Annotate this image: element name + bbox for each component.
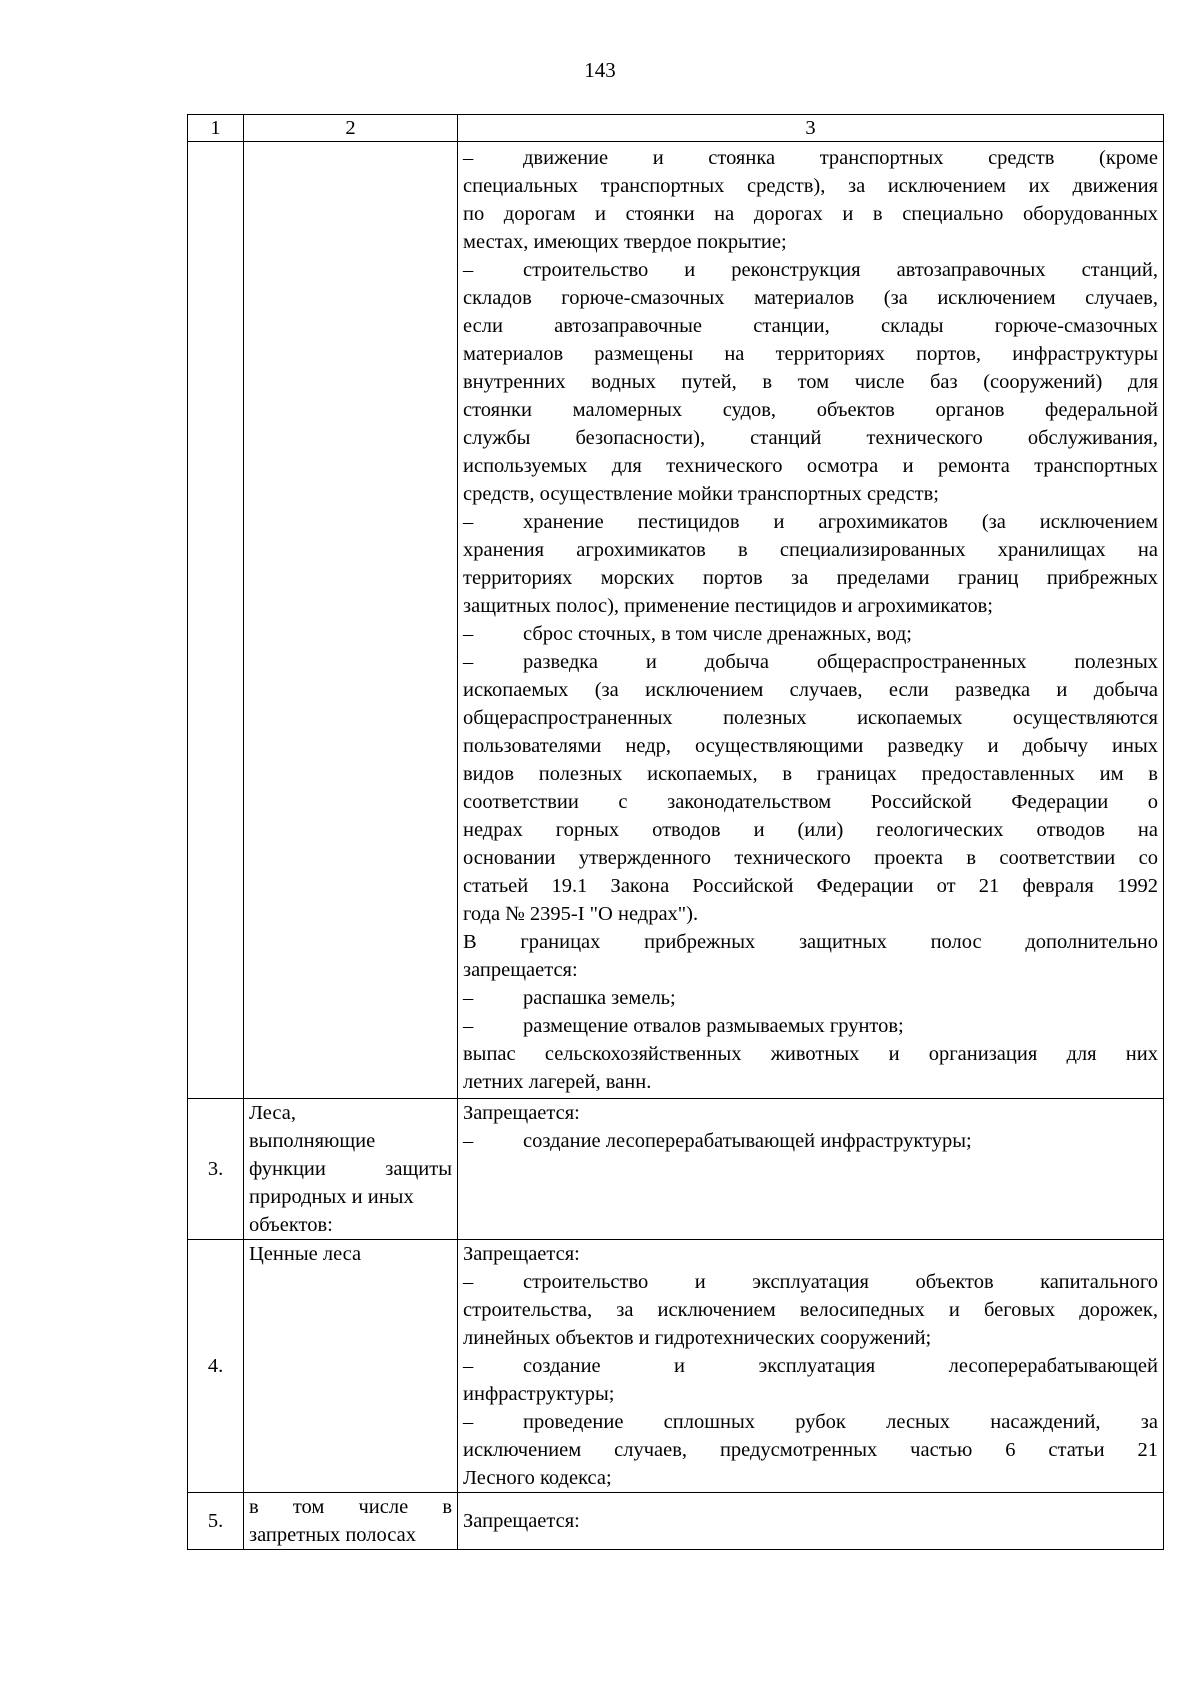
list-item-line: строительства, за исключением велосипедных и беговых дорожек,: [463, 1299, 1158, 1321]
list-item-line: исключением случаев, предусмотренных частью 6 статьи 21: [463, 1439, 1158, 1461]
list-item-line: недрах горных отводов и (или) геологических отводов на: [463, 819, 1158, 841]
list-item-line: пользователями недр, осуществляющими разведку и добычу иных: [463, 735, 1158, 757]
grazing-line: летних лагерей, ванн.: [463, 1071, 652, 1093]
list-item-line: линейных объектов и гидротехнических сооружений;: [463, 1327, 932, 1349]
list-item-line: – размещение отвалов размываемых грунтов;: [463, 1012, 1158, 1040]
dash-marker: –: [463, 623, 474, 645]
table-row-continuation: [188, 142, 1164, 1099]
header-col-1: 1: [188, 115, 244, 142]
row-name: в том числе в запретных полосах: [244, 1493, 458, 1550]
header-col-2: 2: [244, 115, 458, 142]
list-item-line: специальных транспортных средств), за исключением их движения: [463, 175, 1158, 197]
list-item-line: внутренних водных путей, в том числе баз (сооружений) для: [463, 371, 1158, 393]
cell-restrictions: [458, 1493, 1164, 1550]
table-row-5: [188, 1493, 1164, 1550]
row-number: 3.: [188, 1099, 244, 1240]
list-item-line: защитных полос), применение пестицидов и агрохимикатов;: [463, 595, 993, 617]
list-item-line: если автозаправочные станции, склады горюче-смазочных: [463, 315, 1158, 337]
list-item-line: статьей 19.1 Закона Российской Федерации от 21 февраля 1992: [463, 875, 1158, 897]
list-item-line: соответствии с законодательством Российской Федерации о: [463, 791, 1158, 813]
dash-marker: –: [463, 1411, 474, 1433]
cell-name: [244, 142, 458, 1099]
restrictions-table: [187, 114, 1164, 1550]
list-item-line: по дорогам и стоянки на дорогах и в специально оборудованных: [463, 203, 1158, 225]
list-item-line: стоянки маломерных судов, объектов органов федеральной: [463, 399, 1158, 421]
list-item-line: территориях морских портов за пределами границ прибрежных: [463, 567, 1158, 589]
list-item-line: – хранение пестицидов и агрохимикатов (за исключением: [463, 508, 1158, 536]
header-col-3: 3: [458, 115, 1164, 142]
list-item-line: – разведка и добыча общераспространенных полезных: [463, 648, 1158, 676]
dash-marker: –: [463, 651, 474, 673]
row-name: Леса, выполняющие функции защиты природных и иных объектов:: [244, 1099, 458, 1240]
list-item-line: материалов размещены на территориях портов, инфраструктуры: [463, 343, 1158, 365]
row-number: 5.: [188, 1493, 244, 1550]
list-item-line: средств, осуществление мойки транспортных средств;: [463, 483, 939, 505]
table-row-4: [188, 1240, 1164, 1493]
dash-marker: –: [463, 511, 474, 533]
page-number: 143: [584, 58, 616, 82]
list-item-line: – сброс сточных, в том числе дренажных, вод;: [463, 620, 1158, 648]
cell-restrictions: [458, 1099, 1164, 1240]
list-item-line: видов полезных ископаемых, в границах предоставленных им в: [463, 763, 1158, 785]
cell-number: [188, 142, 244, 1099]
list-item-line: – распашка земель;: [463, 984, 1158, 1012]
list-item-line: Лесного кодекса;: [463, 1467, 612, 1489]
list-item-line: – движение и стоянка транспортных средств (кроме: [463, 144, 1158, 172]
prohibited-label: Запрещается:: [463, 1510, 580, 1532]
row-name: Ценные леса: [244, 1240, 458, 1493]
dash-marker: –: [463, 1355, 474, 1377]
row-number: 4.: [188, 1240, 244, 1493]
cell-restrictions: [458, 142, 1164, 1099]
dash-marker: –: [463, 1015, 474, 1037]
list-item-line: складов горюче-смазочных материалов (за исключением случаев,: [463, 287, 1158, 309]
prohibited-label: Запрещается:: [463, 1243, 580, 1265]
list-item-line: года № 2395-I "О недрах").: [463, 903, 699, 925]
list-item-line: инфраструктуры;: [463, 1383, 615, 1405]
list-item-line: – создание лесоперерабатывающей инфраструктуры;: [463, 1127, 1158, 1155]
dash-marker: –: [463, 1271, 474, 1293]
list-item-line: – строительство и эксплуатация объектов капитального: [463, 1268, 1158, 1296]
list-item-line: основании утвержденного технического проекта в соответствии со: [463, 847, 1158, 869]
dash-marker: –: [463, 1130, 474, 1152]
list-item-line: используемых для технического осмотра и ремонта транспортных: [463, 455, 1158, 477]
list-item-line: службы безопасности), станций технического обслуживания,: [463, 427, 1158, 449]
dash-marker: –: [463, 987, 474, 1009]
list-item-line: местах, имеющих твердое покрытие;: [463, 231, 787, 253]
coastal-intro-line: запрещается:: [463, 959, 578, 981]
prohibited-label: Запрещается:: [463, 1102, 580, 1124]
list-item-line: хранения агрохимикатов в специализированных хранилищах на: [463, 539, 1158, 561]
list-item-line: – создание и эксплуатация лесоперерабатывающей: [463, 1352, 1158, 1380]
list-item-line: – строительство и реконструкция автозаправочных станций,: [463, 256, 1158, 284]
dash-marker: –: [463, 147, 474, 169]
cell-restrictions: [458, 1240, 1164, 1493]
table-row-3: [188, 1099, 1164, 1240]
list-item-line: ископаемых (за исключением случаев, если разведка и добыча: [463, 679, 1158, 701]
table-header-row: [188, 115, 1164, 142]
dash-marker: –: [463, 259, 474, 281]
list-item-line: общераспространенных полезных ископаемых осуществляются: [463, 707, 1158, 729]
list-item-line: – проведение сплошных рубок лесных насаждений, за: [463, 1408, 1158, 1436]
coastal-intro-line: В границах прибрежных защитных полос дополнительно: [463, 931, 1158, 953]
grazing-line: выпас сельскохозяйственных животных и организация для них: [463, 1043, 1158, 1065]
